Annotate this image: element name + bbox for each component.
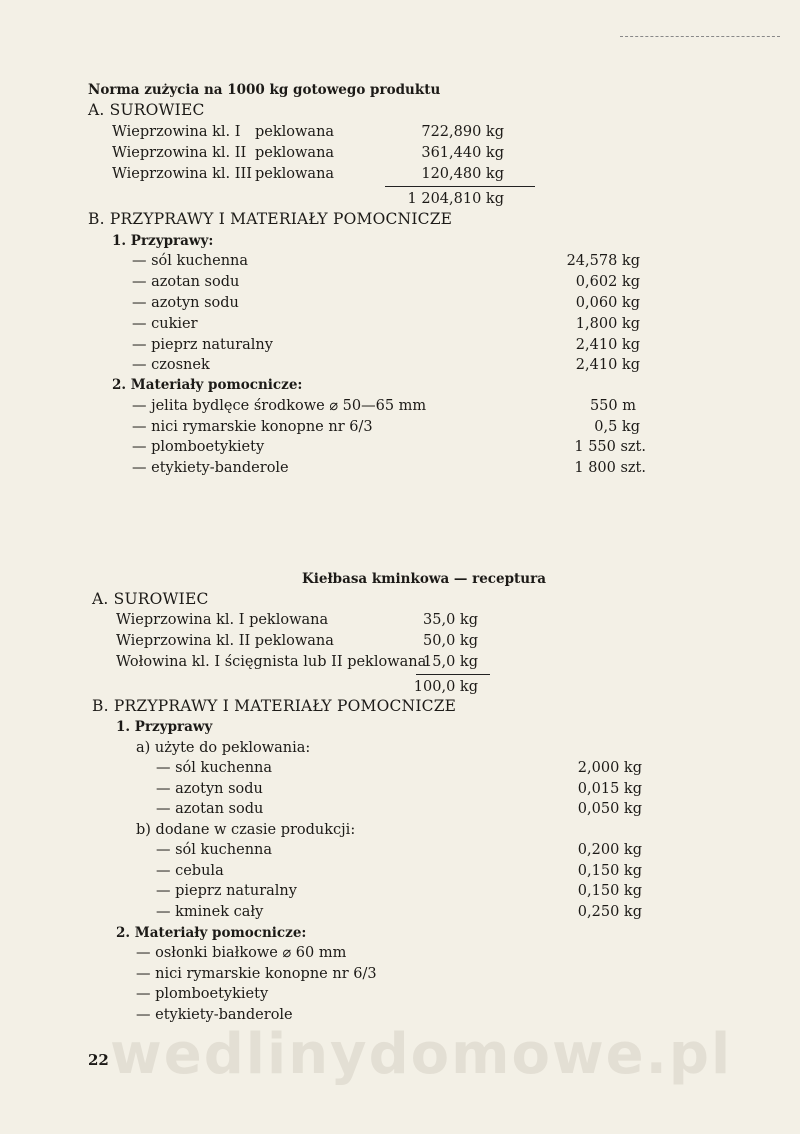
section1-a-header: A. SUROWIEC [88,101,205,119]
section2-sum-rule [416,674,490,675]
watermark: wedlinydomowe.pl [110,1022,733,1087]
material-qty: 1 550 szt. [574,439,646,455]
material-qty: 1 800 szt. [574,460,646,476]
section1-meat-desc: peklowana [255,166,335,182]
page-number: 22 [88,1051,109,1069]
section2-meat-name: Wieprzowina kl. I peklowana [116,612,329,628]
material-item: — etykiety-banderole [132,460,289,476]
section2-title: Kiełbasa kminkowa — receptura [302,571,546,587]
section1-b-header: B. PRZYPRAWY I MATERIAŁY POMOCNICZE [88,210,453,228]
production-qty: 0,150 kg [577,863,642,879]
curing-qty: 0,015 kg [577,781,642,797]
production-qty: 0,200 kg [577,842,642,858]
section1-total: 1 204,810 kg [407,191,504,207]
spice-qty: 2,410 kg [575,357,640,373]
spice-item: — azotyn sodu [132,295,239,311]
curing-qty: 2,000 kg [577,760,642,776]
spice-item: — czosnek [132,357,210,373]
curing-qty: 0,050 kg [577,801,642,817]
section1-sum-rule [385,186,535,187]
section1-spices-header: 1. Przyprawy: [112,233,214,249]
material-item: — plomboetykiety [136,986,269,1002]
section2-materials-header: 2. Materiały pomocnicze: [116,925,307,941]
section2-meat-qty: 15,0 kg [423,654,478,670]
section1-meat-name: Wieprzowina kl. I [112,124,241,140]
production-item: — sól kuchenna [156,842,273,858]
curing-item: — azotan sodu [156,801,264,817]
section1-meat-name: Wieprzowina kl. III [112,166,252,182]
section2-meat-name: Wołowina kl. I ścięgnista lub II peklowana [116,654,427,670]
spice-qty: 2,410 kg [575,337,640,353]
section2-production-header: b) dodane w czasie produkcji: [136,822,356,838]
production-item: — kminek cały [156,904,264,920]
top-edge-line [620,36,780,37]
section2-meat-qty: 35,0 kg [423,612,478,628]
material-item: — nici rymarskie konopne nr 6/3 [136,966,377,982]
production-qty: 0,250 kg [577,904,642,920]
section2-total: 100,0 kg [413,679,478,695]
material-item: — plomboetykiety [132,439,265,455]
material-item: — nici rymarskie konopne nr 6/3 [132,419,373,435]
spice-item: — pieprz naturalny [132,337,273,353]
section1-meat-desc: peklowana [255,124,335,140]
material-item: — etykiety-banderole [136,1007,293,1023]
section1-meat-qty: 120,480 kg [421,166,504,182]
curing-item: — sól kuchenna [156,760,273,776]
section1-meat-qty: 361,440 kg [421,145,504,161]
spice-qty: 0,060 kg [575,295,640,311]
spice-qty: 0,602 kg [575,274,640,290]
production-item: — pieprz naturalny [156,883,297,899]
section1-meat-desc: peklowana [255,145,335,161]
section2-spices-header: 1. Przyprawy [116,719,213,735]
production-item: — cebula [156,863,224,879]
section2-curing-header: a) użyte do peklowania: [136,740,311,756]
spice-item: — sól kuchenna [132,253,249,269]
material-qty: 550 m [589,398,636,414]
section1-materials-header: 2. Materiały pomocnicze: [112,377,303,393]
production-qty: 0,150 kg [577,883,642,899]
section1-title: Norma zużycia na 1000 kg gotowego produktu [88,82,441,98]
spice-item: — azotan sodu [132,274,240,290]
section1-meat-qty: 722,890 kg [421,124,504,140]
curing-item: — azotyn sodu [156,781,263,797]
material-qty: 0,5 kg [594,419,640,435]
spice-item: — cukier [132,316,198,332]
material-item: — jelita bydlęce środkowe ⌀ 50—65 mm [132,398,427,414]
section2-b-header: B. PRZYPRAWY I MATERIAŁY POMOCNICZE [92,697,457,715]
section2-a-header: A. SUROWIEC [92,590,209,608]
section2-meat-qty: 50,0 kg [423,633,478,649]
section2-meat-name: Wieprzowina kl. II peklowana [116,633,334,649]
material-item: — osłonki białkowe ⌀ 60 mm [136,945,347,961]
spice-qty: 1,800 kg [575,316,640,332]
spice-qty: 24,578 kg [566,253,640,269]
section1-meat-name: Wieprzowina kl. II [112,145,247,161]
